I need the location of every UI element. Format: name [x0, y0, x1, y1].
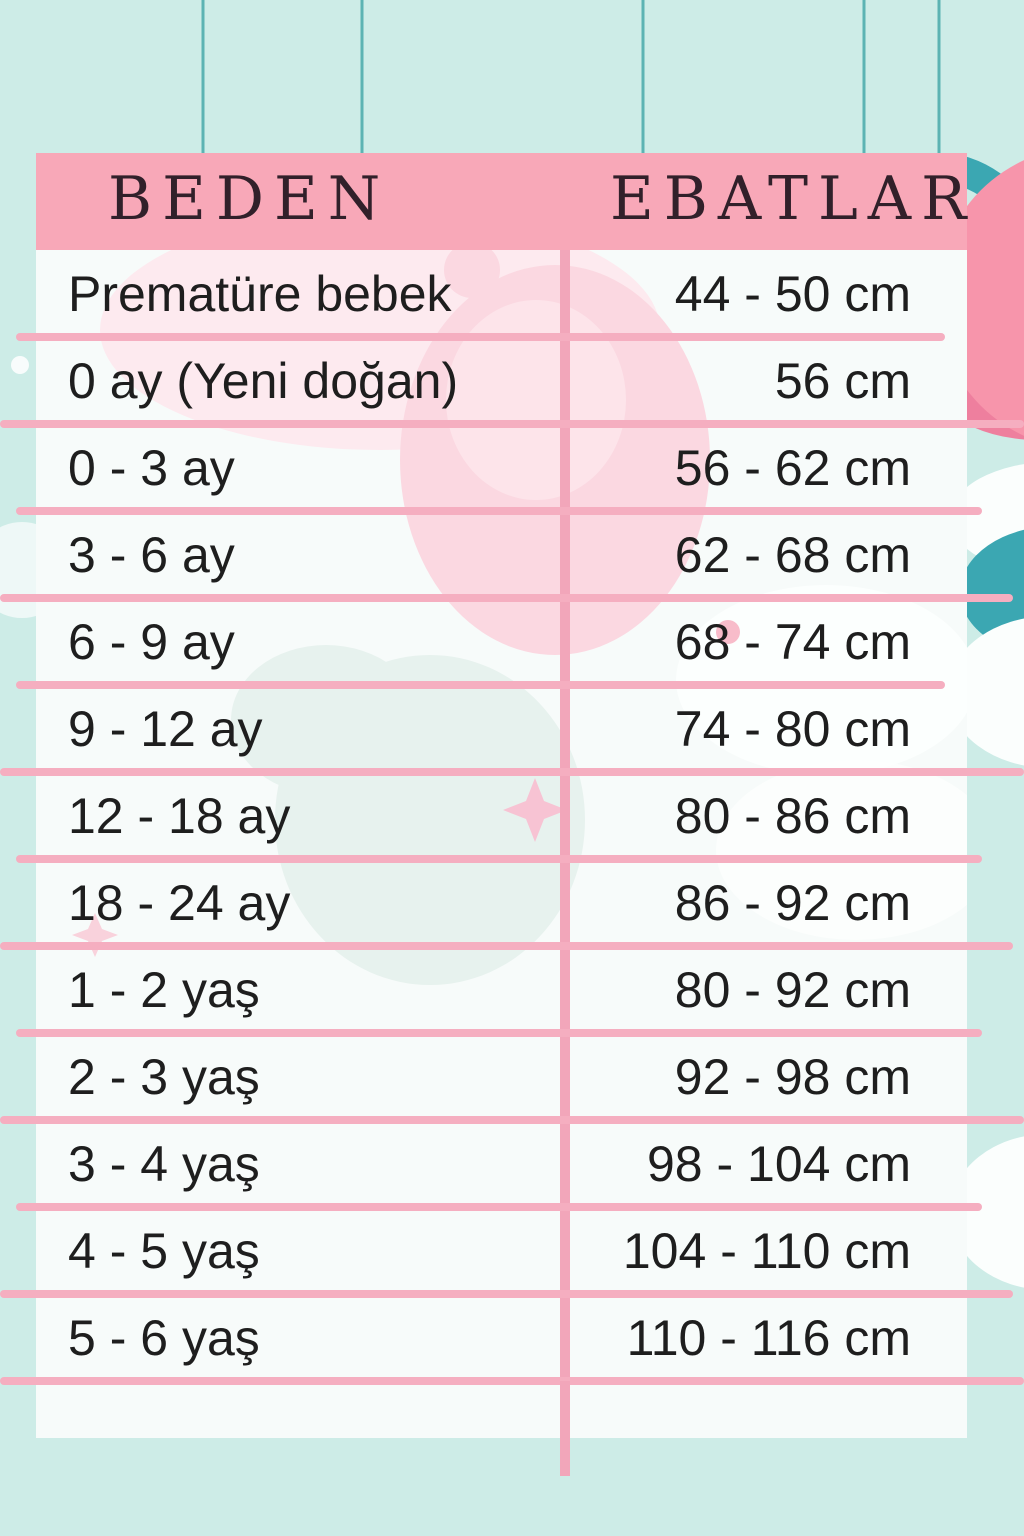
dimensions-cell: 44 - 50 cm	[674, 265, 911, 322]
size-cell: 9 - 12 ay	[68, 700, 263, 757]
table-row	[36, 859, 967, 946]
dimensions-cell: 56 cm	[774, 352, 911, 409]
table-row	[36, 1033, 967, 1120]
size-cell: 12 - 18 ay	[68, 787, 291, 844]
column-divider	[560, 424, 570, 511]
size-cell: 1 - 2 yaş	[68, 961, 260, 1018]
table-row	[36, 337, 967, 424]
dimensions-cell: 98 - 104 cm	[646, 1135, 911, 1192]
dimensions-cell: 68 - 74 cm	[674, 613, 911, 670]
column-divider	[560, 1120, 570, 1207]
dimensions-cell: 92 - 98 cm	[674, 1048, 911, 1105]
column-divider	[560, 1207, 570, 1294]
dimensions-cell: 110 - 116 cm	[626, 1309, 911, 1366]
table-row	[36, 598, 967, 685]
table-body	[36, 250, 967, 1438]
size-cell: 18 - 24 ay	[68, 874, 291, 931]
table-header	[36, 153, 977, 250]
column-divider-tail	[560, 1438, 570, 1476]
table-row	[36, 250, 967, 337]
dimensions-cell: 80 - 92 cm	[674, 961, 911, 1018]
dimensions-cell: 80 - 86 cm	[674, 787, 911, 844]
table-rows	[36, 250, 967, 1381]
table-row	[36, 1120, 967, 1207]
size-cell: 6 - 9 ay	[68, 613, 235, 670]
size-cell: Prematüre bebek	[68, 265, 452, 322]
column-header-size: BEDEN	[108, 163, 391, 234]
column-divider	[560, 1294, 570, 1381]
dimensions-cell: 56 - 62 cm	[674, 439, 911, 496]
size-cell: 4 - 5 yaş	[68, 1222, 260, 1279]
column-divider	[560, 511, 570, 598]
size-cell: 3 - 6 ay	[68, 526, 235, 583]
table-row	[36, 685, 967, 772]
column-divider	[560, 1381, 570, 1438]
dimensions-cell: 86 - 92 cm	[674, 874, 911, 931]
column-divider	[560, 685, 570, 772]
size-cell: 5 - 6 yaş	[68, 1309, 260, 1366]
table-row	[36, 1294, 967, 1381]
table-row	[36, 511, 967, 598]
white-dot-decor	[11, 356, 29, 374]
column-header-dimensions: EBATLAR	[610, 163, 977, 234]
table-row	[36, 946, 967, 1033]
column-divider	[560, 337, 570, 424]
column-divider	[560, 859, 570, 946]
table-row	[36, 424, 967, 511]
size-cell: 0 ay (Yeni doğan)	[68, 352, 459, 409]
dimensions-cell: 104 - 110 cm	[622, 1222, 911, 1279]
column-divider	[560, 598, 570, 685]
column-divider	[560, 250, 570, 337]
table-row	[36, 772, 967, 859]
dimensions-cell: 74 - 80 cm	[674, 700, 911, 757]
size-cell: 3 - 4 yaş	[68, 1135, 260, 1192]
table-row-empty	[36, 1381, 967, 1438]
size-table	[36, 153, 977, 1438]
dimensions-cell: 62 - 68 cm	[674, 526, 911, 583]
size-cell: 0 - 3 ay	[68, 439, 235, 496]
column-divider	[560, 772, 570, 859]
column-divider	[560, 1033, 570, 1120]
table-row	[36, 1207, 967, 1294]
size-cell: 2 - 3 yaş	[68, 1048, 260, 1105]
column-divider	[560, 946, 570, 1033]
